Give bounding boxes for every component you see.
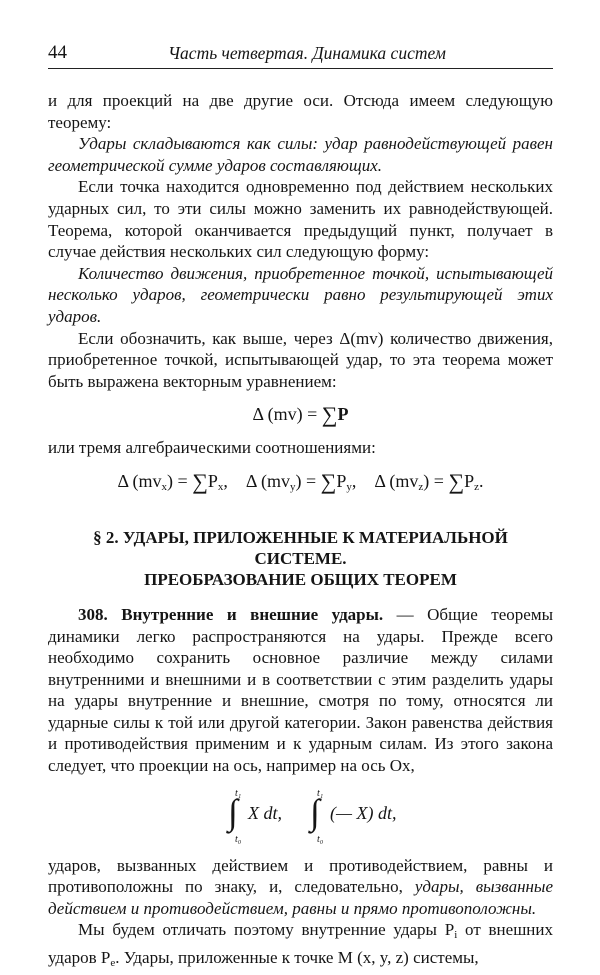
integral-2-upper: t₁ [317,787,324,799]
eq-x-P: P [207,470,218,491]
integral-2-lower: t₀ [317,833,324,845]
integral-sign-1: ∫ [228,791,238,832]
eq-z-end: . [479,470,484,491]
article-title: Внутренние и внешние удары. [121,604,384,624]
sum-symbol-y: ∑ [320,468,337,494]
sum-symbol-x: ∑ [192,468,208,494]
eq-y-end: , [351,470,357,491]
eq-x-psub: x [217,480,224,493]
vector-equation [48,402,553,427]
integral-sign-2: ∫ [310,791,320,832]
integral-1-lower: t₀ [235,833,242,845]
page-header [48,40,553,69]
article-number: 308. [78,604,108,624]
theorem-2: Количество движения, приобретенное точкой, испытывающей несколько ударов, геометрически равно результирующей этих ударов. [48,263,553,326]
section-heading-line-2: ПРЕОБРАЗОВАНИЕ ОБЩИХ ТЕОРЕМ [144,569,457,589]
eq-x-eq: ) = [167,470,193,491]
eq-y-sub: y [289,480,296,493]
eq-z-psub: z [474,480,480,493]
integrals [48,787,553,845]
scalar-equations [48,469,553,499]
eq-z-sub: z [418,480,424,493]
paragraph-6-text: ударов, вызванных действием и противодействием, равны и противоположны по знаку, и, следовательно, [48,855,553,897]
eq-y-lhs: Δ (mv [245,470,290,491]
eq-y-psub: y [346,480,352,493]
paragraph-4: или тремя алгебраическими соотношениями: [48,438,376,458]
paragraph-5 [48,604,553,777]
section-heading-line-1: § 2. УДАРЫ, ПРИЛОЖЕННЫЕ К МАТЕРИАЛЬНОЙ СИСТЕМЕ. [93,527,508,568]
page-number: 44 [48,42,67,63]
theorem-1: Удары складываются как силы: удар равнодействующей равен геометрической сумме ударов составляющих. [48,134,553,175]
sum-symbol: ∑ [321,402,338,428]
paragraph-6-italic: удары, вызванные действием и противодействием, равны и прямо противоположны. [48,877,553,918]
eq-y-eq: ) = [295,470,321,491]
formula1-rhs: P [337,404,349,425]
paragraph-5-text: — Общие теоремы динамики легко распространяются на удары. Прежде всего необходимо сохранить основное различие между силами внутренними и внешними и в соответствии с этим разделить удары на удары внутренние и внешние, смотря по тому, относятся ли ударные силы к той или другой категории. Закон равенства действия и противодействия применим и к ударным силам. Из этого закона следует, что проекции на ось, например на ось Ox, [48,604,554,776]
paragraph-7-start: Мы будем отличать поэтому внутренние удары P [78,920,455,940]
eq-z-eq: ) = [423,470,449,491]
paragraph-7-mid: от внешних ударов P [48,920,553,968]
p-i-sub: i [454,929,458,942]
page-body [48,90,553,975]
paragraph-6 [48,855,553,920]
eq-z-lhs: Δ (mv [374,470,419,491]
integral-1-expr: X dt, [248,802,282,823]
eq-x-sub: x [161,480,168,493]
formula1-lhs: Δ (mv) = [252,404,322,425]
p-e-sub: e [110,957,116,970]
eq-y-P: P [336,470,347,491]
sum-symbol-z: ∑ [448,468,465,494]
paragraph-3: Если обозначить, как выше, через Δ(mv) количество движения, приобретенное точкой, испытывающей удар, то эта теорема может быть выражена векторным уравнением: [48,328,553,391]
integral-1-upper: t₁ [235,787,242,799]
paragraph-1: и для проекций на две другие оси. Отсюда имеем следующую теорему: [48,91,553,132]
eq-x-lhs: Δ (mv [117,470,162,491]
running-title: Часть четвертая. Динамика систем [168,43,446,63]
paragraph-7-end: . Удары, приложенные к точке M (x, y, z) системы, [115,948,479,968]
paragraph-7 [48,919,553,974]
paragraph-2: Если точка находится одновременно под действием нескольких ударных сил, то эти силы можно заменить их равнодействующей. Теорема, которой оканчивается предыдущий пункт, получает в случае действия нескольких сил следующую форму: [48,177,553,262]
section-heading [48,527,553,590]
integral-2-expr: (— X) dt, [330,802,397,823]
eq-z-P: P [464,470,475,491]
eq-x-end: , [223,470,228,491]
